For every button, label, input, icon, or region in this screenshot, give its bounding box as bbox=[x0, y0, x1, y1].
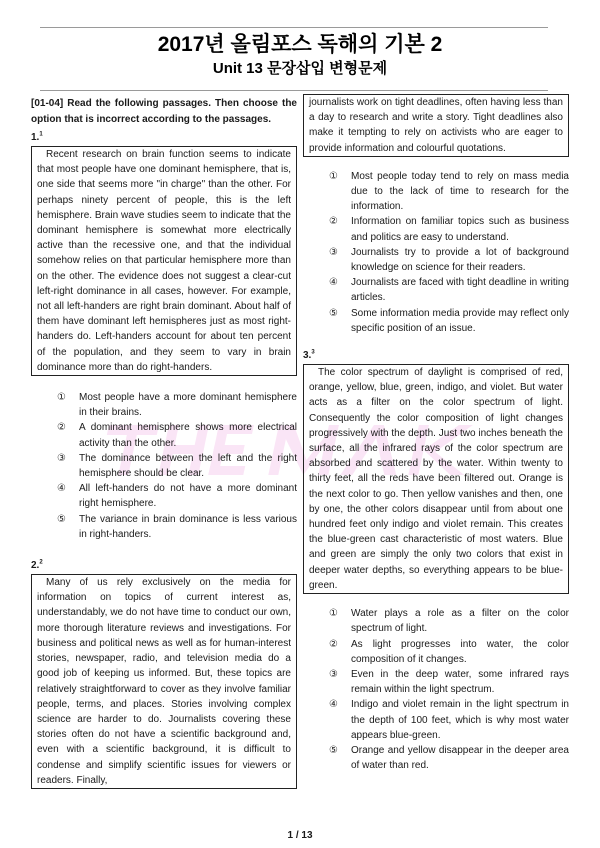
option[interactable]: ④ Journalists are faced with tight deadline in writing articles. bbox=[329, 277, 569, 304]
option[interactable]: ④ All left-handers do not have a more dominant right hemisphere. bbox=[57, 483, 297, 510]
option[interactable]: ① Most people have a more dominant hemisphere in their brains. bbox=[57, 392, 297, 419]
top-rule bbox=[40, 27, 548, 28]
instructions: [01-04] Read the following passages. Then choose the option that is incorrect according to the passages. bbox=[31, 98, 297, 125]
left-column bbox=[31, 96, 297, 789]
option[interactable]: ① Water plays a role as a filter on the color spectrum of light. bbox=[329, 608, 569, 635]
page-title: 2017년 올림포스 독해의 기본 2 bbox=[157, 33, 443, 56]
passage-1: Recent research on brain function seems to indicate that most people have one dominant hemisphere, that is, one side that seems more "in charge" than the other. For perhaps ninety percent of people, this is the left hemisphere. Brain wave studies seem to indicate that the dominant hemisphere is somewhat more electrically active than the recessive one, and that the individual somehow relies on that particular hemisphere more than on the other. The evidence does not suggest a clear-cut left-right dominance in all cases, however. For example, not all left-handers are right brain dominant. About half of them have dominant left hemispheres just as most right-handers do. Left-handers account for about ten percent of the population, and they seem to vary in brain dominance more than do right-handers. bbox=[31, 146, 297, 376]
question-number-3: 3.$^3$ bbox=[303, 349, 315, 362]
option[interactable]: ⑤ Some information media provide may reflect only specific position of an issue. bbox=[329, 307, 569, 334]
option[interactable]: ③ The dominance between the left and the right hemisphere should be clear. bbox=[57, 452, 297, 480]
options-3 bbox=[303, 606, 569, 773]
passage-2-part-1: Many of us rely exclusively on the media for information on topics of current interest as, understandably, we do not have time to conduct our own, more thorough literature reviews and investigations. For business and political news as well as for human-interest stories, newspaper, radio, and television media do a good job of keeping us informed. But, these topics are relatively straightforward to cover as they involve familiar people, terms, and places. Stories involving complex science are harder to do. Journalists covering these stories often do not have a scientific background and, even with a scientific background, it is difficult to condense and simplify scientific issues for viewers or readers. Finally, bbox=[31, 574, 297, 789]
right-column bbox=[303, 94, 569, 773]
option[interactable]: ③ Journalists try to provide a lot of background knowledge on science for their readers. bbox=[329, 246, 569, 274]
question-number-2: 2.$^2$ bbox=[31, 559, 43, 572]
header-rule bbox=[40, 90, 548, 91]
question-number-1: 1.$^1$ bbox=[31, 131, 43, 143]
option[interactable]: ③ Even in the deep water, some infrared rays remain within the light spectrum. bbox=[329, 668, 569, 696]
option[interactable]: ② Information on familiar topics such as business and politics are easy to understand. bbox=[329, 216, 569, 243]
page-number: 1 / 13 bbox=[287, 830, 313, 841]
option[interactable]: ⑤ The variance in brain dominance is less various in right-handers. bbox=[57, 513, 297, 540]
option[interactable]: ② A dominant hemisphere shows more electrical activity than the other. bbox=[57, 422, 297, 449]
option[interactable]: ① Most people today tend to rely on mass media due to the lack of time to research for the information. bbox=[329, 170, 569, 213]
options-1 bbox=[31, 390, 297, 542]
option[interactable]: ⑤ Orange and yellow disappear in the deeper area of water than red. bbox=[329, 744, 569, 772]
options-2 bbox=[303, 169, 569, 336]
passage-3: The color spectrum of daylight is comprised of red, orange, yellow, blue, green, indigo, and violet. But water acts as a filter on the color spectrum of light. Consequently the color composition of light changes progressively with the depth. Just two inches beneath the surface, all the infrared rays of the color spectrum are absorbed and scattered by the water. Within twenty to thirty feet, all the reds have been filtered out. Orange is the next color to go. Then yellow vanishes and then, one by one, the other colors disappear until from about one hundred feet only indigo and violet remain. This creates the blue-green cast characteristic of most waters. Blue and green are simply the only two colors that exist in deeper water depths, so everything appears to be blue-green. bbox=[303, 364, 569, 594]
option[interactable]: ② As light progresses into water, the color composition of it changes. bbox=[329, 638, 569, 665]
page-subtitle: Unit 13 문장삽입 변형문제 bbox=[212, 60, 388, 77]
option[interactable]: ④ Indigo and violet remain in the light spectrum in the depth of 100 feet, which is why most water appears blue-green. bbox=[329, 699, 569, 741]
passage-2-part-2: journalists work on tight deadlines, often having less than a day to research and write a story. Tight deadlines also make it tempting to rely on activists who are eager to provide information and colourful quotations. bbox=[303, 94, 569, 157]
